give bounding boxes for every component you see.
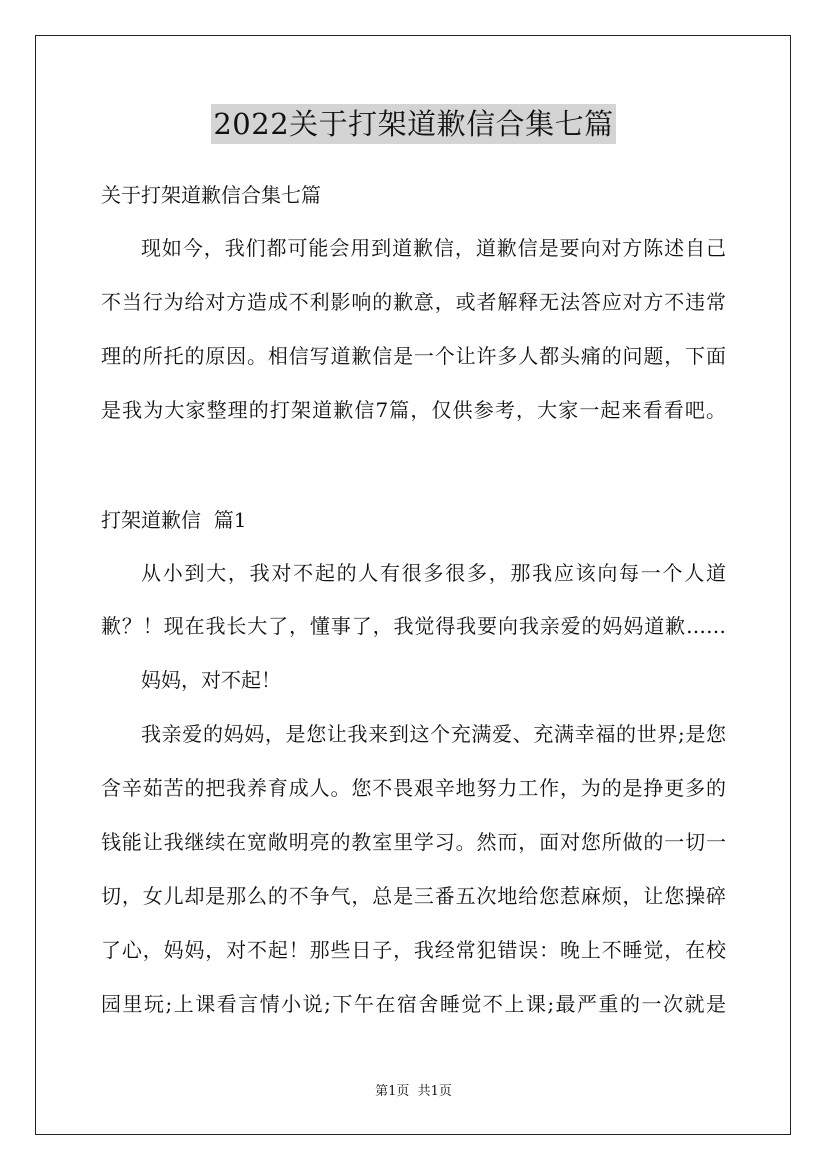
body-line: 切，女儿却是那么的不争气，总是三番五次地给您惹麻烦，让您操碎	[101, 884, 726, 908]
intro-line: 不当行为给对方造成不利影响的歉意，或者解释无法答应对方不违常	[101, 290, 726, 314]
body-line: 从小到大，我对不起的人有很多很多，那我应该向每一个人道	[141, 561, 726, 585]
body-line: 含辛茹苦的把我养育成人。您不畏艰辛地努力工作，为的是挣更多的	[101, 776, 726, 800]
title-wrap	[0, 104, 827, 144]
section-heading: 打架道歉信 篇1	[101, 508, 247, 532]
document-title: 2022关于打架道歉信合集七篇	[211, 104, 615, 144]
document-subtitle: 关于打架道歉信合集七篇	[101, 183, 321, 207]
body-line: 园里玩;上课看言情小说;下午在宿舍睡觉不上课;最严重的一次就是	[101, 992, 726, 1016]
body-line: 歉？！现在我长大了，懂事了，我觉得我要向我亲爱的妈妈道歉……	[101, 614, 726, 638]
body-line: 了心，妈妈，对不起！那些日子，我经常犯错误：晚上不睡觉，在校	[101, 938, 726, 962]
body-line: 钱能让我继续在宽敞明亮的教室里学习。然而，面对您所做的一切一	[101, 830, 726, 854]
body-line: 我亲爱的妈妈，是您让我来到这个充满爱、充满幸福的世界;是您	[141, 722, 726, 746]
page-footer: 第1页 共1页	[375, 1084, 452, 1099]
intro-line: 是我为大家整理的打架道歉信7篇，仅供参考，大家一起来看看吧。	[101, 398, 726, 422]
body-line: 妈妈，对不起！	[141, 668, 281, 692]
intro-line: 现如今，我们都可能会用到道歉信，道歉信是要向对方陈述自己	[141, 236, 726, 260]
intro-line: 理的所托的原因。相信写道歉信是一个让许多人都头痛的问题，下面	[101, 344, 726, 368]
